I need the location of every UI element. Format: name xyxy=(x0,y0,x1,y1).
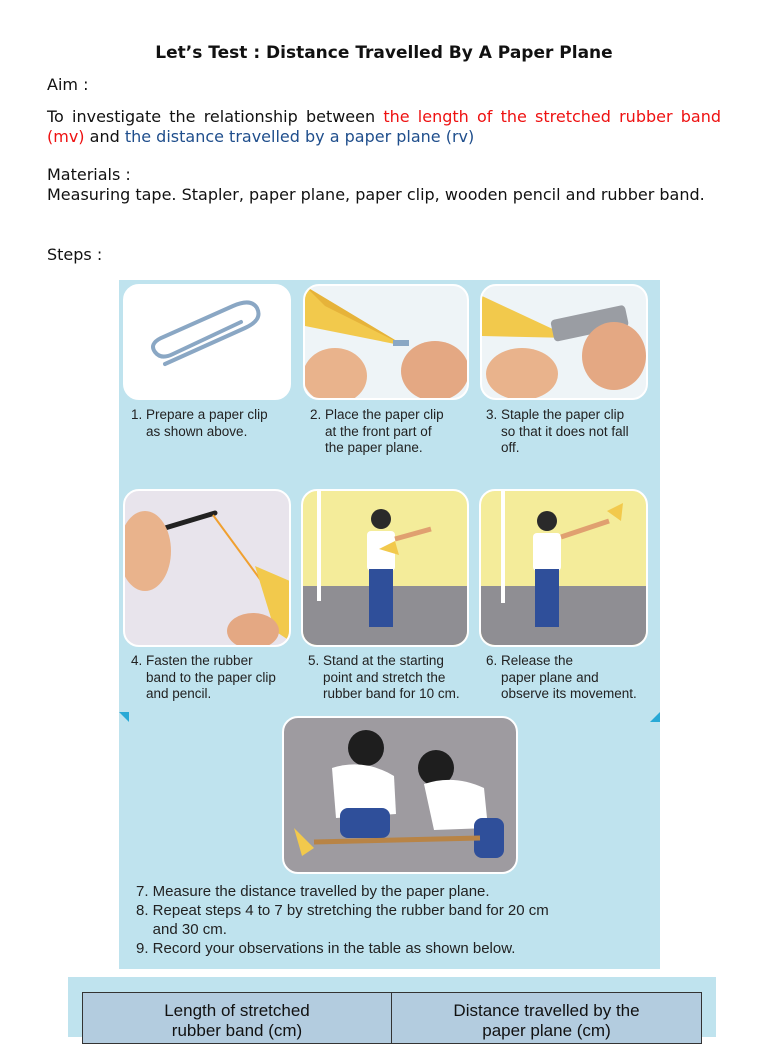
step-1-image xyxy=(123,284,291,400)
observation-table xyxy=(82,992,702,1044)
step-9-caption: 9. Record your observations in the table as shown below. xyxy=(136,940,516,957)
step-7-image xyxy=(282,716,518,874)
step-6-image xyxy=(479,489,648,647)
table-header-distance: Distance travelled by the paper plane (cm) xyxy=(453,1001,640,1040)
step-1-caption: 1. Prepare a paper clip as shown above. xyxy=(131,407,268,439)
step-3-image xyxy=(480,284,648,400)
materials-label: Materials : xyxy=(47,165,131,184)
step-6-caption: 6. Release the paper plane and observe its movement. xyxy=(486,653,637,701)
aim-responding-variable: the distance travelled by a paper plane (rv) xyxy=(124,127,475,146)
paper-clip-icon xyxy=(125,286,289,398)
step-2-caption: 2. Place the paper clip at the front part of the paper plane. xyxy=(310,407,444,455)
materials-text: Measuring tape. Stapler, paper plane, paper clip, wooden pencil and rubber band. xyxy=(47,185,705,204)
step-4-caption: 4. Fasten the rubber band to the paper clip and pencil. xyxy=(131,653,276,701)
step-3-caption: 3. Staple the paper clip so that it does not fall off. xyxy=(486,407,629,455)
corner-accent-right xyxy=(650,712,660,722)
observation-table-panel xyxy=(68,977,716,1040)
step-5-image xyxy=(301,489,469,647)
step-5-caption: 5. Stand at the starting point and stretch the rubber band for 10 cm. xyxy=(308,653,460,701)
aim-label: Aim : xyxy=(47,75,89,94)
aim-intro: To investigate the relationship between xyxy=(47,107,384,126)
steps-illustration xyxy=(119,280,660,969)
steps-label: Steps : xyxy=(47,245,103,264)
step-2-image xyxy=(303,284,469,400)
page-title: Let’s Test : Distance Travelled By A Paper Plane xyxy=(155,43,613,63)
corner-accent-left xyxy=(119,712,129,722)
step-8-caption: 8. Repeat steps 4 to 7 by stretching the rubber band for 20 cm and 30 cm. xyxy=(136,902,549,938)
step-7-caption: 7. Measure the distance travelled by the paper plane. xyxy=(136,883,490,900)
aim-and: and xyxy=(84,127,125,146)
aim-manipulated-variable: the length of the stretched rubber band (mv) xyxy=(47,107,722,146)
step-4-image xyxy=(123,489,291,647)
aim-text xyxy=(47,107,721,147)
table-header-length: Length of stretched rubber band (cm) xyxy=(164,1001,310,1040)
